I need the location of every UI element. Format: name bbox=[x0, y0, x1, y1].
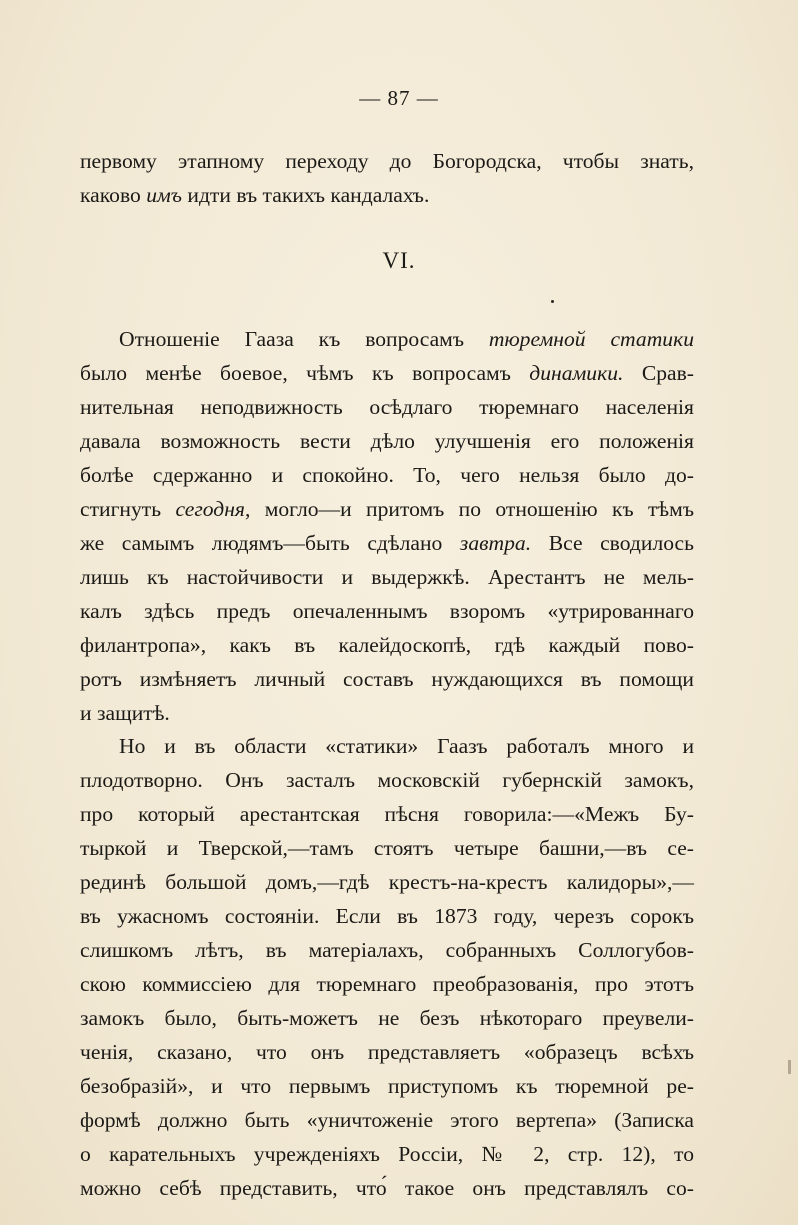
italic-span: динамики. bbox=[529, 361, 624, 385]
text-span: филантропа», какъ въ калейдоскопѣ, гдѣ каждый пово- bbox=[80, 633, 694, 657]
text-line bbox=[80, 729, 694, 763]
text-line bbox=[80, 458, 694, 492]
text-span: рединѣ большой домъ,—гдѣ крестъ-на-крестъ калидоры»,— bbox=[80, 870, 694, 894]
text-line bbox=[80, 560, 694, 594]
page-number: — 87 — bbox=[359, 86, 439, 110]
text-line bbox=[80, 594, 694, 628]
text-span: же самымъ людямъ—быть сдѣлано bbox=[80, 531, 460, 555]
continuation-text bbox=[80, 144, 694, 212]
text-line bbox=[80, 865, 694, 899]
text-span: первому этапному переходу до Богородска, чтобы знать, bbox=[80, 149, 694, 173]
text-span: Все сводилось bbox=[531, 531, 694, 555]
text-span: Срав- bbox=[623, 361, 694, 385]
text-line bbox=[80, 1069, 694, 1103]
text-line bbox=[80, 356, 694, 390]
paragraph-2 bbox=[80, 729, 694, 1205]
text-line bbox=[80, 899, 694, 933]
text-span: плодотворно. Онъ засталъ московскій губернскій замокъ, bbox=[80, 768, 694, 792]
text-span: каково bbox=[80, 183, 147, 207]
text-line bbox=[80, 967, 694, 1001]
text-line bbox=[80, 1137, 694, 1171]
text-span: формѣ должно быть «уничтоженіе этого вертепа» (Записка bbox=[80, 1108, 694, 1132]
text-span: замокъ было, быть-можетъ не безъ нѣкотораго преувели- bbox=[80, 1006, 694, 1030]
text-line bbox=[80, 144, 694, 178]
italic-span: завтра. bbox=[459, 531, 532, 555]
text-line bbox=[80, 178, 694, 212]
text-line bbox=[80, 1001, 694, 1035]
text-span: въ ужасномъ состояніи. Если въ 1873 году, черезъ сорокъ bbox=[80, 904, 694, 928]
page-edge-mark bbox=[788, 1060, 791, 1074]
text-line bbox=[80, 797, 694, 831]
text-span: Отношеніе Гааза къ вопросамъ bbox=[119, 327, 489, 351]
text-line bbox=[80, 831, 694, 865]
text-line bbox=[80, 390, 694, 424]
text-span: нительная неподвижность осѣдлаго тюремнаго населенія bbox=[80, 395, 694, 419]
text-line bbox=[80, 1035, 694, 1069]
text-line bbox=[80, 424, 694, 458]
italic-span: тюремной статики bbox=[488, 327, 694, 351]
text-line bbox=[80, 322, 694, 356]
text-span: было менѣе боевое, чѣмъ къ вопросамъ bbox=[80, 361, 530, 385]
text-span: болѣе сдержанно и спокойно. То, чего нельзя было до- bbox=[80, 463, 694, 487]
text-span: слишкомъ лѣтъ, въ матеріалахъ, собранныхъ Соллогубов- bbox=[80, 938, 694, 962]
paragraph-1 bbox=[80, 322, 694, 730]
text-span: ченія, сказано, что онъ представляетъ «образецъ всѣхъ bbox=[80, 1040, 694, 1064]
text-span: безобразій», и что первымъ приступомъ къ тюремной ре- bbox=[80, 1074, 694, 1098]
text-line bbox=[80, 492, 694, 526]
text-span: давала возможность вести дѣло улучшенія его положенія bbox=[80, 429, 694, 453]
text-span: идти въ такихъ кандалахъ. bbox=[181, 183, 430, 207]
text-span: тыркой и Тверской,—тамъ стоятъ четыре башни,—въ се- bbox=[80, 836, 694, 860]
italic-span: имъ bbox=[146, 183, 182, 207]
ink-speck bbox=[551, 300, 554, 303]
text-span: ротъ измѣняетъ личный составъ нуждающихся въ помощи bbox=[80, 667, 694, 691]
text-span: о карательныхъ учрежденіяхъ Россіи, № 2, стр. 12), то bbox=[80, 1142, 694, 1166]
text-span: про который арестантская пѣсня говорила:—«Межъ Бу- bbox=[80, 802, 694, 826]
text-line bbox=[80, 1171, 694, 1205]
text-span: Но и въ области «статики» Гаазъ работалъ много и bbox=[119, 734, 694, 758]
italic-span: сегодня bbox=[175, 497, 245, 521]
text-span: скою коммиссіею для тюремнаго преобразованія, про этотъ bbox=[80, 972, 694, 996]
text-line bbox=[80, 1103, 694, 1137]
text-line bbox=[80, 662, 694, 696]
text-line bbox=[80, 933, 694, 967]
text-span: , могло—и притомъ по отношенію къ тѣмъ bbox=[244, 497, 694, 521]
text-line bbox=[80, 763, 694, 797]
text-line bbox=[80, 526, 694, 560]
text-span: и защитѣ. bbox=[80, 701, 170, 725]
text-span: стигнуть bbox=[80, 497, 176, 521]
text-line bbox=[80, 628, 694, 662]
text-span: можно себѣ представить, что́ такое онъ представлялъ со- bbox=[80, 1176, 694, 1200]
text-line bbox=[80, 696, 694, 730]
section-heading: VI. bbox=[382, 248, 416, 273]
text-span: калъ здѣсь предъ опечаленнымъ взоромъ «утрированнаго bbox=[80, 599, 694, 623]
text-span: лишь къ настойчивости и выдержкѣ. Арестантъ не мель- bbox=[80, 565, 694, 589]
